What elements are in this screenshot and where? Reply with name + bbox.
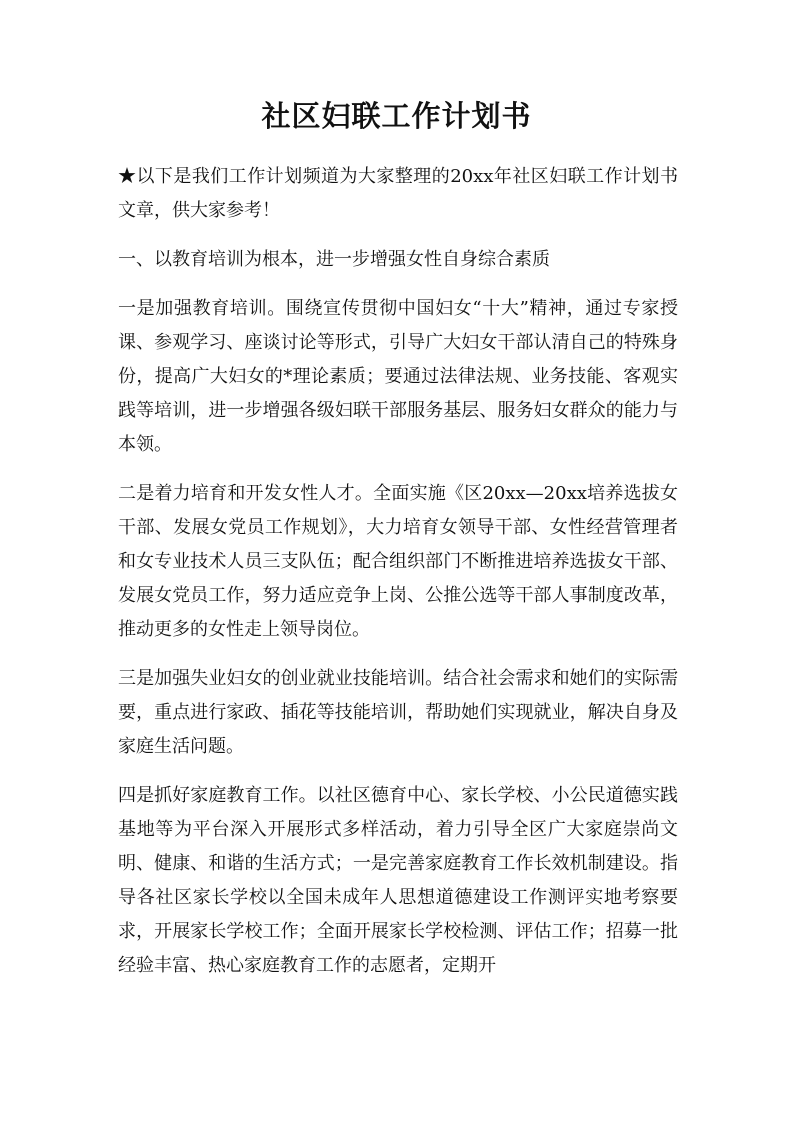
body-paragraph: 二是着力培育和开发女性人才。全面实施《区20xx—20xx培养选拔女干部、发展女党员工作规划》，大力培育女领导干部、女性经营管理者和女专业技术人员三支队伍；配合组织部门不断推进培养选拔女干部、发展女党员工作，努力适应竞争上岗、公推公选等干部人事制度改革，推动更多的女性走上领导岗位。 [118,483,678,640]
document-body [118,160,678,998]
body-paragraph: 三是加强失业妇女的创业就业技能培训。结合社会需求和她们的实际需要，重点进行家政、插花等技能培训，帮助她们实现就业，解决自身及家庭生活问题。 [118,668,678,757]
document-title: 社区妇联工作计划书 [261,99,532,133]
section-heading: 一、以教育培训为根本，进一步增强女性自身综合素质 [118,249,550,270]
body-paragraph: 一是加强教育培训。围绕宣传贯彻中国妇女“十大”精神，通过专家授课、参观学习、座谈讨论等形式，引导广大妇女干部认清自己的特殊身份，提高广大妇女的*理论素质；要通过法律法规、业务技能、客观实践等培训，进一步增强各级妇联干部服务基层、服务妇女群众的能力与本领。 [118,298,678,455]
body-paragraph: 四是抓好家庭教育工作。以社区德育中心、家长学校、小公民道德实践基地等为平台深入开展形式多样活动，着力引导全区广大家庭崇尚文明、健康、和谐的生活方式；一是完善家庭教育工作长效机制建设。指导各社区家长学校以全国未成年人思想道德建设工作测评实地考察要求，开展家长学校工作；全面开展家长学校检测、评估工作；招募一批经验丰富、热心家庭教育工作的志愿者，定期开 [118,785,678,976]
intro-paragraph: ★以下是我们工作计划频道为大家整理的20xx年社区妇联工作计划书文章，供大家参考！ [118,166,678,221]
